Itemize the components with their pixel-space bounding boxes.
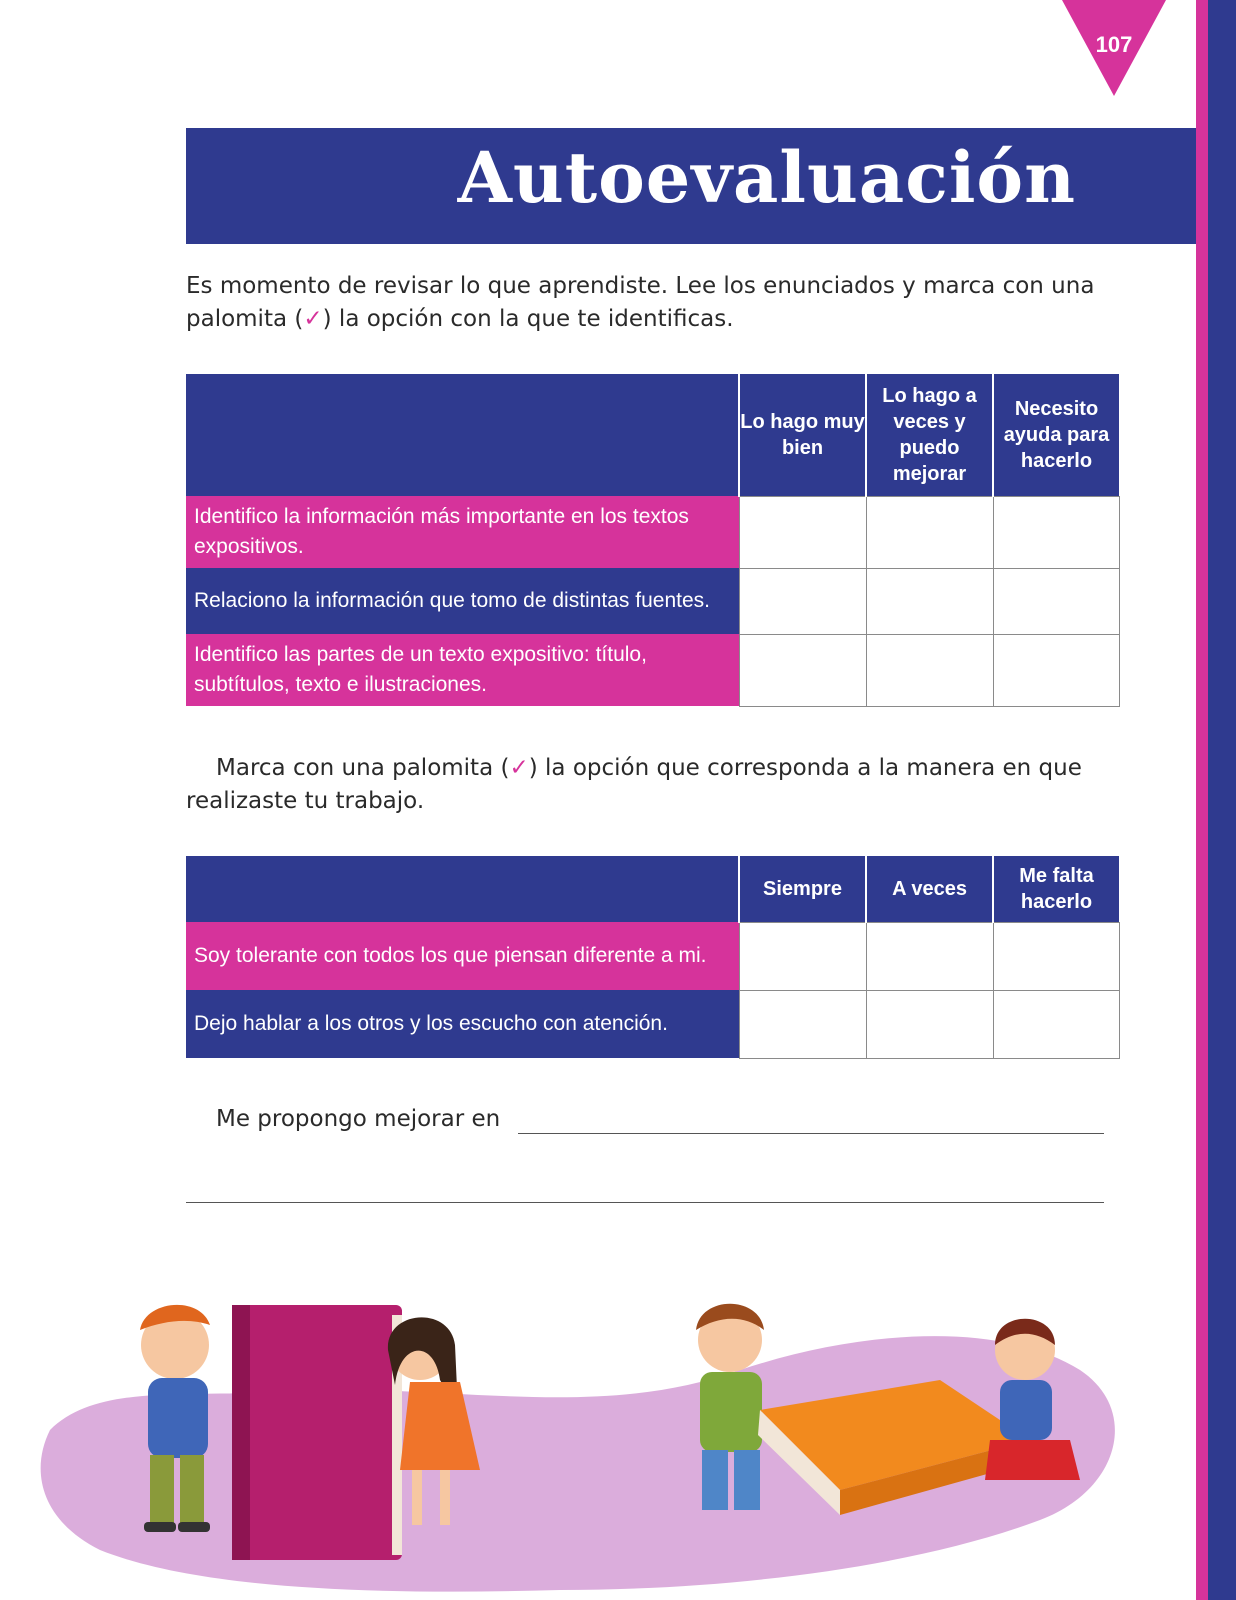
answer-line-2[interactable] xyxy=(186,1202,1104,1203)
table-row xyxy=(186,568,1119,634)
improve-prompt: Me propongo mejorar en xyxy=(216,1106,501,1132)
answer-line-1[interactable] xyxy=(518,1133,1104,1134)
statement-tolerance: Soy tolerante con todos los que piensan diferente a mi. xyxy=(186,922,739,990)
right-edge-blue-stripe xyxy=(1208,0,1236,1600)
check-box[interactable] xyxy=(739,568,866,634)
check-box[interactable] xyxy=(739,990,866,1058)
intro-text-part2: ) la opción con la que te identificas. xyxy=(322,306,734,332)
right-edge-pink-stripe xyxy=(1196,0,1208,1600)
header-lo-hago-a-veces: Lo hago a veces y puedo mejorar xyxy=(866,374,993,496)
page-number: 107 xyxy=(1095,32,1133,57)
table-row xyxy=(186,990,1119,1058)
intro-text xyxy=(186,270,1106,336)
check-box[interactable] xyxy=(993,990,1119,1058)
header-a-veces: A veces xyxy=(866,856,993,922)
table-row xyxy=(186,922,1119,990)
self-assessment-table xyxy=(186,374,1120,707)
standing-book-figure xyxy=(232,1305,402,1560)
check-box[interactable] xyxy=(866,568,993,634)
table-row xyxy=(186,634,1119,706)
table-row xyxy=(186,496,1119,568)
check-box[interactable] xyxy=(993,922,1119,990)
check-box[interactable] xyxy=(739,634,866,706)
table-header-blank xyxy=(186,856,739,922)
check-box[interactable] xyxy=(866,990,993,1058)
check-box[interactable] xyxy=(866,634,993,706)
checkmark-icon: ✓ xyxy=(303,306,323,332)
header-me-falta-hacerlo: Me falta hacerlo xyxy=(993,856,1119,922)
header-siempre: Siempre xyxy=(739,856,866,922)
check-box[interactable] xyxy=(993,634,1119,706)
check-box[interactable] xyxy=(993,496,1119,568)
children-books-illustration xyxy=(40,1290,1190,1600)
check-box[interactable] xyxy=(739,922,866,990)
statement-listening: Dejo hablar a los otros y los escucho con atención. xyxy=(186,990,739,1058)
statement-2: Relaciono la información que tomo de distintas fuentes. xyxy=(186,568,739,634)
check-box[interactable] xyxy=(739,496,866,568)
check-box[interactable] xyxy=(866,496,993,568)
statement-3: Identifico las partes de un texto expositivo: título, subtítulos, texto e ilustraciones. xyxy=(186,634,739,706)
header-necesito-ayuda: Necesito ayuda para hacerlo xyxy=(993,374,1119,496)
instruction-part2: ) la opción que corresponda a la manera en que realizaste tu trabajo. xyxy=(186,755,1082,814)
checkmark-icon: ✓ xyxy=(509,755,529,781)
title-banner xyxy=(186,128,1196,244)
statement-1: Identifico la información más importante en los textos expositivos. xyxy=(186,496,739,568)
check-box[interactable] xyxy=(866,922,993,990)
work-assessment-table xyxy=(186,856,1120,1059)
instruction-text xyxy=(186,752,1106,818)
instruction-part1: Marca con una palomita ( xyxy=(216,755,510,781)
table-header-blank xyxy=(186,374,739,496)
page-title: Autoevaluación xyxy=(457,136,1076,219)
check-box[interactable] xyxy=(993,568,1119,634)
intro-text-part1: Es momento de revisar lo que aprendiste. Lee los enunciados y marca con una palomita ( xyxy=(186,273,1095,332)
header-lo-hago-muy-bien: Lo hago muy bien xyxy=(739,374,866,496)
